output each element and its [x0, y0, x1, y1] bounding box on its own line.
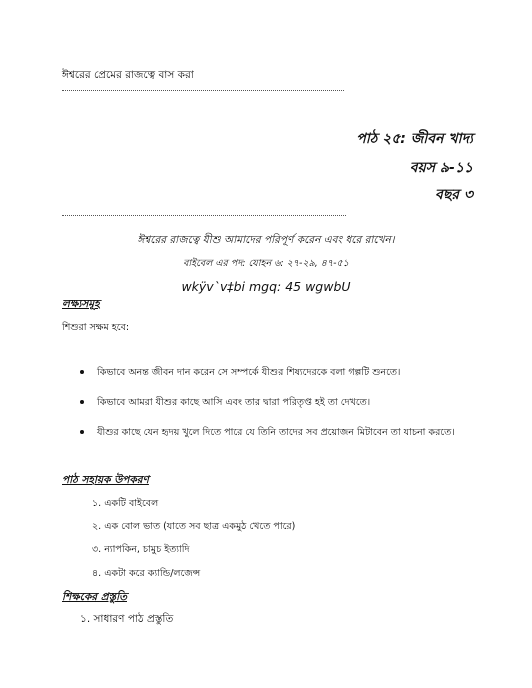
- bullet-icon: [80, 400, 84, 404]
- list-item: ৩. ন্যাপকিন, চামুচ ইত্যাদি: [92, 544, 190, 555]
- list-item: ২. এক বোল ভাত (যাতে সব ছাত্র একমুঠ খেতে পারে): [92, 521, 296, 532]
- bullet-icon: [80, 370, 84, 374]
- bullet-icon: [80, 430, 84, 434]
- objective-text: কিভাবে আমরা যীশুর কাছে আসি এবং তার দ্বারা পরিতৃপ্ত হই তা দেখতে।: [97, 397, 371, 408]
- objectives-heading: লক্ষ্যসমূহ: [62, 298, 100, 310]
- objective-text: যীশুর কাছে যেন হৃদয় খুলে দিতে পারে যে তিনি তাদের সব প্রয়োজন মিটাবেন তা যাচনা করতে।: [97, 427, 455, 438]
- dotted-divider: [62, 215, 346, 216]
- age-range: বয়স ৯-১১: [409, 160, 473, 176]
- document-title: ঈশ্বরের প্রেমের রাজত্বে বাস করা: [62, 69, 194, 81]
- objectives-subtitle: শিশুরা সক্ষম হবে:: [62, 322, 130, 333]
- list-item: ৪. একটা করে ক্যান্ডি/লজেন্স: [92, 568, 201, 579]
- lesson-theme: ঈশ্বরের রাজত্বে যীশু আমাদের পরিপূর্ণ করেন এবং ধরে রাখেন।: [137, 234, 395, 246]
- list-item: ১. সাধারণ পাঠ প্রস্তুতি: [80, 613, 174, 625]
- list-item: ১. একটি বাইবেল: [92, 498, 159, 509]
- objective-text: কিভাবে অনন্ত জীবন দান করেন সে সম্পর্কে যীশুর শিষ্যদেরকে বলা গল্পটি শুনতে।: [97, 367, 401, 378]
- lesson-title: পাঠ ২৫: জীবন খাদ্য: [356, 131, 473, 147]
- materials-heading: পাঠ সহায়ক উপকরণ: [62, 474, 149, 486]
- dotted-divider: [62, 90, 344, 91]
- bible-reference: বাইবেল এর পদ: যোহন ৬: ২৭-২৯, ৪৭-৫১: [183, 258, 349, 269]
- teacher-prep-heading: শিক্ষকের প্রস্তুতি: [62, 591, 127, 603]
- year-label: বছর ৩: [435, 187, 473, 203]
- teaching-time: wkÿv`v‡bi mgq: 45 wgwbU: [181, 279, 351, 294]
